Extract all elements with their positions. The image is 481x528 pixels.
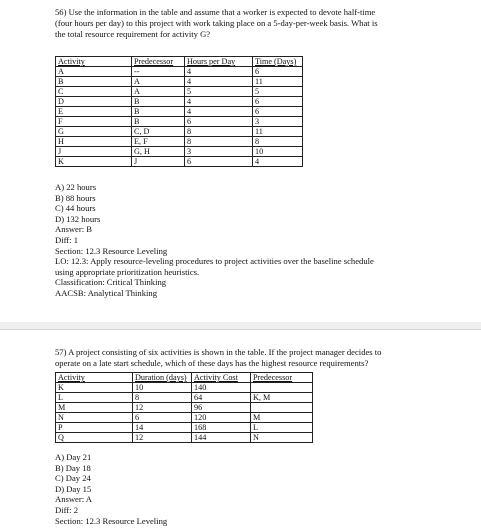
header-activity: Activity: [56, 57, 132, 67]
choice-b: B) 88 hours: [55, 192, 96, 203]
table-cell: 96: [192, 403, 251, 413]
table-cell: --: [132, 67, 185, 77]
table-cell: B: [132, 117, 185, 127]
table-row: [56, 423, 313, 433]
table-cell: 14: [133, 423, 192, 433]
table-row: [56, 413, 313, 423]
table-cell: 6: [253, 107, 303, 117]
table-cell: 4: [253, 157, 303, 167]
question-57-answers: [55, 452, 167, 526]
question-56-text: [55, 7, 450, 40]
table-cell: J: [132, 157, 185, 167]
activity-table-56: [55, 56, 303, 167]
table-cell: N: [56, 413, 133, 423]
header-activity-cost: Activity Cost: [192, 373, 251, 383]
table-cell: 12: [133, 403, 192, 413]
table-cell: K: [56, 383, 133, 393]
table-cell: P: [56, 423, 133, 433]
document-page-2: [0, 329, 481, 528]
difficulty-line: Diff: 1: [55, 234, 78, 245]
table-cell: 6: [253, 97, 303, 107]
table-cell: B: [56, 77, 132, 87]
table-cell: 64: [192, 393, 251, 403]
table-cell: A: [132, 87, 185, 97]
table-cell: E, F: [132, 137, 185, 147]
header-predecessor: Predecessor: [132, 57, 185, 67]
table-row: [56, 67, 303, 77]
table-cell: 4: [185, 67, 253, 77]
table-header-row: [56, 57, 303, 67]
table-cell: K, M: [251, 393, 313, 403]
table-cell: 168: [192, 423, 251, 433]
table-cell: L: [251, 423, 313, 433]
table-cell: D: [56, 97, 132, 107]
lo-line-continued: using appropriate prioritization heuristics.: [55, 266, 200, 277]
table-row: [56, 127, 303, 137]
classification-line: Classification: Critical Thinking: [55, 277, 167, 288]
table-row: [56, 107, 303, 117]
table-cell: 12: [133, 433, 192, 443]
table-cell: G: [56, 127, 132, 137]
table-cell: M: [251, 413, 313, 423]
answer-line: Answer: A: [55, 494, 92, 505]
table-cell: A: [56, 67, 132, 77]
table-cell: F: [56, 117, 132, 127]
choice-d: D) Day 15: [55, 483, 92, 494]
table-cell: 5: [185, 87, 253, 97]
table-cell: 8: [185, 137, 253, 147]
table-cell: 4: [185, 97, 253, 107]
table-cell: C: [56, 87, 132, 97]
page-separator: [0, 322, 481, 329]
table-cell: 8: [253, 137, 303, 147]
header-duration: Duration (days): [133, 373, 192, 383]
table-row: [56, 137, 303, 147]
choice-c: C) Day 24: [55, 473, 91, 484]
table-cell: 6: [253, 67, 303, 77]
table-cell: A: [132, 77, 185, 87]
table-row: [56, 157, 303, 167]
table-cell: 140: [192, 383, 251, 393]
table-row: [56, 393, 313, 403]
table-cell: 120: [192, 413, 251, 423]
table-cell: 8: [185, 127, 253, 137]
table-row: [56, 403, 313, 413]
header-activity: Activity: [56, 373, 133, 383]
header-hours-per-day: Hours per Day: [185, 57, 253, 67]
table-cell: 8: [133, 393, 192, 403]
table-cell: 11: [253, 127, 303, 137]
table-row: [56, 97, 303, 107]
question-line: the total resource requirement for activity G?: [55, 29, 211, 39]
table-cell: G, H: [132, 147, 185, 157]
table-cell: 4: [185, 107, 253, 117]
question-56-answers: [55, 182, 374, 299]
table-cell: 10: [133, 383, 192, 393]
table-cell: [251, 383, 313, 393]
header-predecessor: Predecessor: [251, 373, 313, 383]
question-line: operate on a late start schedule, which of these days has the highest resource requirements?: [55, 358, 369, 368]
table-cell: L: [56, 393, 133, 403]
table-cell: B: [132, 107, 185, 117]
table-cell: C, D: [132, 127, 185, 137]
section-line: Section: 12.3 Resource Leveling: [55, 515, 168, 526]
choice-c: C) 44 hours: [55, 203, 96, 214]
question-line: (four hours per day) to this project with work taking place on a 5-day-per-week basis. What is: [55, 18, 378, 28]
question-line: 57) A project consisting of six activities is shown in the table. If the project manager decides to: [55, 347, 382, 357]
aacsb-line: AACSB: Analytical Thinking: [55, 287, 158, 298]
table-cell: 3: [253, 117, 303, 127]
answer-line: Answer: B: [55, 224, 92, 235]
table-cell: Q: [56, 433, 133, 443]
table-cell: 11: [253, 77, 303, 87]
table-cell: 4: [185, 77, 253, 87]
table-cell: E: [56, 107, 132, 117]
table-row: [56, 77, 303, 87]
table-cell: K: [56, 157, 132, 167]
table-cell: N: [251, 433, 313, 443]
question-57-text: [55, 347, 450, 369]
table-cell: 6: [185, 157, 253, 167]
table-cell: M: [56, 403, 133, 413]
table-cell: 6: [185, 117, 253, 127]
table-cell: J: [56, 147, 132, 157]
activity-table-57: [55, 372, 313, 443]
table-header-row: [56, 373, 313, 383]
table-row: [56, 87, 303, 97]
table-cell: 6: [133, 413, 192, 423]
section-line: Section: 12.3 Resource Leveling: [55, 245, 168, 256]
table-cell: 10: [253, 147, 303, 157]
table-cell: [251, 403, 313, 413]
choice-a: A) 22 hours: [55, 182, 97, 192]
table-row: [56, 433, 313, 443]
table-row: [56, 147, 303, 157]
choice-b: B) Day 18: [55, 462, 91, 473]
choice-d: D) 132 hours: [55, 213, 101, 224]
table-row: [56, 383, 313, 393]
table-cell: 3: [185, 147, 253, 157]
choice-a: A) Day 21: [55, 452, 92, 462]
question-line: 56) Use the information in the table and assume that a worker is expected to devote half-time: [55, 7, 376, 17]
table-cell: B: [132, 97, 185, 107]
table-cell: 144: [192, 433, 251, 443]
header-time-days: Time (Days): [253, 57, 303, 67]
table-cell: H: [56, 137, 132, 147]
table-cell: 5: [253, 87, 303, 97]
lo-line: LO: 12.3: Apply resource-leveling procedures to project activities over the baseline schedule: [55, 256, 374, 267]
table-row: [56, 117, 303, 127]
difficulty-line: Diff: 2: [55, 504, 78, 515]
